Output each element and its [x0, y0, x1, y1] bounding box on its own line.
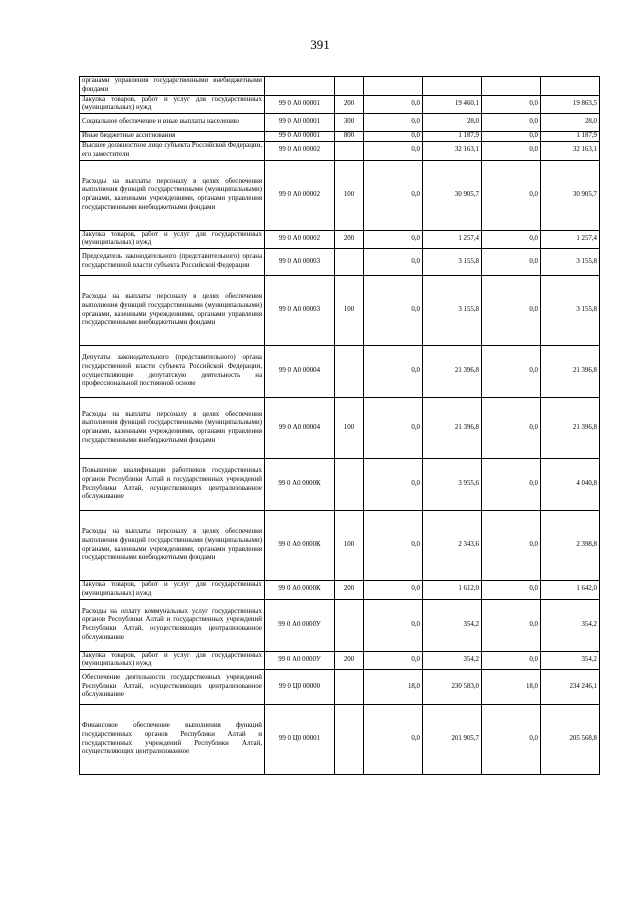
table-row	[80, 114, 600, 132]
row-name: Социальное обеспечение и иные выплаты населению	[80, 114, 265, 132]
row-name: Расходы на выплаты персоналу в целях обеспечения выполнения функций государственными (муниципальными) органами, казенными учреждениями, органами управления государственными внебюджетными фондами	[80, 276, 265, 346]
row-expense-type: 100	[335, 511, 364, 581]
row-value-2: 1 612,0	[423, 581, 482, 600]
row-code	[265, 77, 335, 96]
row-value-4: 354,2	[541, 599, 600, 651]
row-value-1: 0,0	[364, 511, 423, 581]
table-row	[80, 651, 600, 670]
row-code: 99 0 А0 0000К	[265, 581, 335, 600]
row-value-2: 21 396,8	[423, 346, 482, 398]
row-name: Расходы на выплаты персоналу в целях обеспечения выполнения функций государственными (муниципальными) органами, казенными учреждениями, органами управления государственными внебюджетными фондами	[80, 511, 265, 581]
row-value-3: 0,0	[482, 142, 541, 161]
table-row	[80, 459, 600, 511]
row-code: 99 0 А0 0000К	[265, 459, 335, 511]
row-code: 99 0 А0 00001	[265, 95, 335, 114]
row-value-4: 1 187,9	[541, 132, 600, 142]
row-value-2: 1 187,9	[423, 132, 482, 142]
table-row	[80, 346, 600, 398]
row-value-1: 0,0	[364, 160, 423, 230]
row-value-4: 19 863,5	[541, 95, 600, 114]
row-name: Расходы на оплату коммунальных услуг государственных органов Республики Алтай и государственных учреждений Республики Алтай, осуществляющих централизованное обслуживание	[80, 599, 265, 651]
row-value-4: 3 155,8	[541, 276, 600, 346]
row-value-3: 0,0	[482, 230, 541, 249]
row-value-2: 21 396,8	[423, 398, 482, 459]
table-row	[80, 230, 600, 249]
row-expense-type	[335, 705, 364, 775]
page-number: 391	[310, 37, 330, 52]
row-value-4: 205 568,8	[541, 705, 600, 775]
row-expense-type: 300	[335, 114, 364, 132]
row-value-4: 2 398,8	[541, 511, 600, 581]
row-value-3: 0,0	[482, 651, 541, 670]
row-value-4: 28,0	[541, 114, 600, 132]
row-expense-type: 200	[335, 95, 364, 114]
table-row	[80, 581, 600, 600]
row-value-2: 3 955,6	[423, 459, 482, 511]
row-code: 99 0 А0 00001	[265, 114, 335, 132]
row-value-3: 0,0	[482, 95, 541, 114]
row-value-2: 3 155,8	[423, 249, 482, 276]
row-expense-type	[335, 670, 364, 705]
row-name: Закупка товаров, работ и услуг для государственных (муниципальных) нужд	[80, 651, 265, 670]
row-name: Закупка товаров, работ и услуг для государственных (муниципальных) нужд	[80, 230, 265, 249]
table-row	[80, 276, 600, 346]
row-value-4: 354,2	[541, 651, 600, 670]
row-expense-type: 100	[335, 160, 364, 230]
row-name: Депутаты законодательного (представительного) органа государственной власти субъекта Российской Федерации, осуществляющие депутатскую деятельность на профессиональной постоянной основе	[80, 346, 265, 398]
table-row	[80, 142, 600, 161]
row-value-2: 32 163,1	[423, 142, 482, 161]
row-value-3: 0,0	[482, 132, 541, 142]
row-value-2: 354,2	[423, 599, 482, 651]
row-name: Закупка товаров, работ и услуг для государственных (муниципальных) нужд	[80, 581, 265, 600]
budget-table	[79, 76, 600, 775]
row-value-4: 4 040,8	[541, 459, 600, 511]
row-expense-type	[335, 599, 364, 651]
row-expense-type	[335, 77, 364, 96]
row-value-1: 0,0	[364, 398, 423, 459]
row-value-2: 1 257,4	[423, 230, 482, 249]
row-expense-type: 800	[335, 132, 364, 142]
row-code: 99 0 А0 0000У	[265, 651, 335, 670]
row-name: Обеспечение деятельности государственных учреждений Республики Алтай, осуществляющих централизованное обслуживание	[80, 670, 265, 705]
table-row	[80, 398, 600, 459]
row-value-3: 18,0	[482, 670, 541, 705]
row-expense-type: 200	[335, 651, 364, 670]
row-value-3: 0,0	[482, 599, 541, 651]
row-value-3: 0,0	[482, 705, 541, 775]
row-value-1: 0,0	[364, 651, 423, 670]
row-value-2: 354,2	[423, 651, 482, 670]
table-row	[80, 132, 600, 142]
row-value-1: 18,0	[364, 670, 423, 705]
row-expense-type: 100	[335, 276, 364, 346]
row-code: 99 0 А0 0000У	[265, 599, 335, 651]
row-value-1: 0,0	[364, 599, 423, 651]
row-value-4	[541, 77, 600, 96]
row-value-3: 0,0	[482, 346, 541, 398]
row-value-4: 21 396,8	[541, 398, 600, 459]
row-value-2: 201 905,7	[423, 705, 482, 775]
row-name: Расходы на выплаты персоналу в целях обеспечения выполнения функций государственными (муниципальными) органами, казенными учреждениями, органами управления государственными внебюджетными фондами	[80, 398, 265, 459]
row-value-1: 0,0	[364, 249, 423, 276]
row-expense-type: 200	[335, 230, 364, 249]
row-value-1: 0,0	[364, 114, 423, 132]
row-value-1: 0,0	[364, 705, 423, 775]
row-name: Высшее должностное лицо субъекта Российской Федерации, его заместители	[80, 142, 265, 161]
row-value-2: 2 343,6	[423, 511, 482, 581]
row-value-3	[482, 77, 541, 96]
row-value-3: 0,0	[482, 398, 541, 459]
row-value-4: 1 642,0	[541, 581, 600, 600]
row-value-4: 234 246,1	[541, 670, 600, 705]
row-value-3: 0,0	[482, 249, 541, 276]
row-value-4: 32 163,1	[541, 142, 600, 161]
row-name: Председатель законодательного (представительного) органа государственной власти субъекта Российской Федерации	[80, 249, 265, 276]
row-code: 99 0 Ц0 00000	[265, 670, 335, 705]
row-expense-type	[335, 142, 364, 161]
row-value-1: 0,0	[364, 459, 423, 511]
row-code: 99 0 А0 00001	[265, 132, 335, 142]
row-name: Финансовое обеспечение выполнения функций государственных органов Республики Алтай и государственных учреждений Республики Алтай, осуществляющих централизованное	[80, 705, 265, 775]
row-value-4: 30 905,7	[541, 160, 600, 230]
row-value-1: 0,0	[364, 95, 423, 114]
row-expense-type	[335, 459, 364, 511]
table-row	[80, 77, 600, 96]
row-value-3: 0,0	[482, 160, 541, 230]
row-value-2: 230 583,0	[423, 670, 482, 705]
row-value-4: 1 257,4	[541, 230, 600, 249]
row-value-1: 0,0	[364, 581, 423, 600]
table-row	[80, 511, 600, 581]
table-row	[80, 95, 600, 114]
table-row	[80, 249, 600, 276]
row-code: 99 0 А0 00002	[265, 142, 335, 161]
row-value-2: 28,0	[423, 114, 482, 132]
row-code: 99 0 А0 00004	[265, 398, 335, 459]
row-value-1	[364, 77, 423, 96]
row-value-3: 0,0	[482, 459, 541, 511]
table-row	[80, 705, 600, 775]
row-name: Расходы на выплаты персоналу в целях обеспечения выполнения функций государственными (муниципальными) органами, казенными учреждениями, органами управления государственными внебюджетными фондами	[80, 160, 265, 230]
row-name: органами управления государственными внебюджетными фондами	[80, 77, 265, 96]
table-row	[80, 160, 600, 230]
row-value-1: 0,0	[364, 230, 423, 249]
row-code: 99 0 Ц0 00001	[265, 705, 335, 775]
row-value-1: 0,0	[364, 142, 423, 161]
row-value-2	[423, 77, 482, 96]
table-row	[80, 670, 600, 705]
row-value-1: 0,0	[364, 346, 423, 398]
row-value-1: 0,0	[364, 276, 423, 346]
row-expense-type	[335, 346, 364, 398]
row-code: 99 0 А0 00003	[265, 249, 335, 276]
table-row	[80, 599, 600, 651]
row-value-2: 19 460,1	[423, 95, 482, 114]
row-name: Иные бюджетные ассигнования	[80, 132, 265, 142]
row-value-4: 3 155,8	[541, 249, 600, 276]
row-value-3: 0,0	[482, 114, 541, 132]
row-code: 99 0 А0 00002	[265, 160, 335, 230]
row-value-3: 0,0	[482, 581, 541, 600]
row-name: Закупка товаров, работ и услуг для государственных (муниципальных) нужд	[80, 95, 265, 114]
row-value-1: 0,0	[364, 132, 423, 142]
row-code: 99 0 А0 0000К	[265, 511, 335, 581]
row-value-2: 30 905,7	[423, 160, 482, 230]
row-name: Повышение квалификации работников государственных органов Республики Алтай и государственных учреждений Республики Алтай, осуществляющих централизованное обслуживание	[80, 459, 265, 511]
row-code: 99 0 А0 00003	[265, 276, 335, 346]
row-code: 99 0 А0 00002	[265, 230, 335, 249]
row-value-2: 3 155,8	[423, 276, 482, 346]
row-expense-type: 100	[335, 398, 364, 459]
row-value-4: 21 396,8	[541, 346, 600, 398]
row-expense-type	[335, 249, 364, 276]
row-code: 99 0 А0 00004	[265, 346, 335, 398]
row-value-3: 0,0	[482, 276, 541, 346]
row-expense-type: 200	[335, 581, 364, 600]
row-value-3: 0,0	[482, 511, 541, 581]
